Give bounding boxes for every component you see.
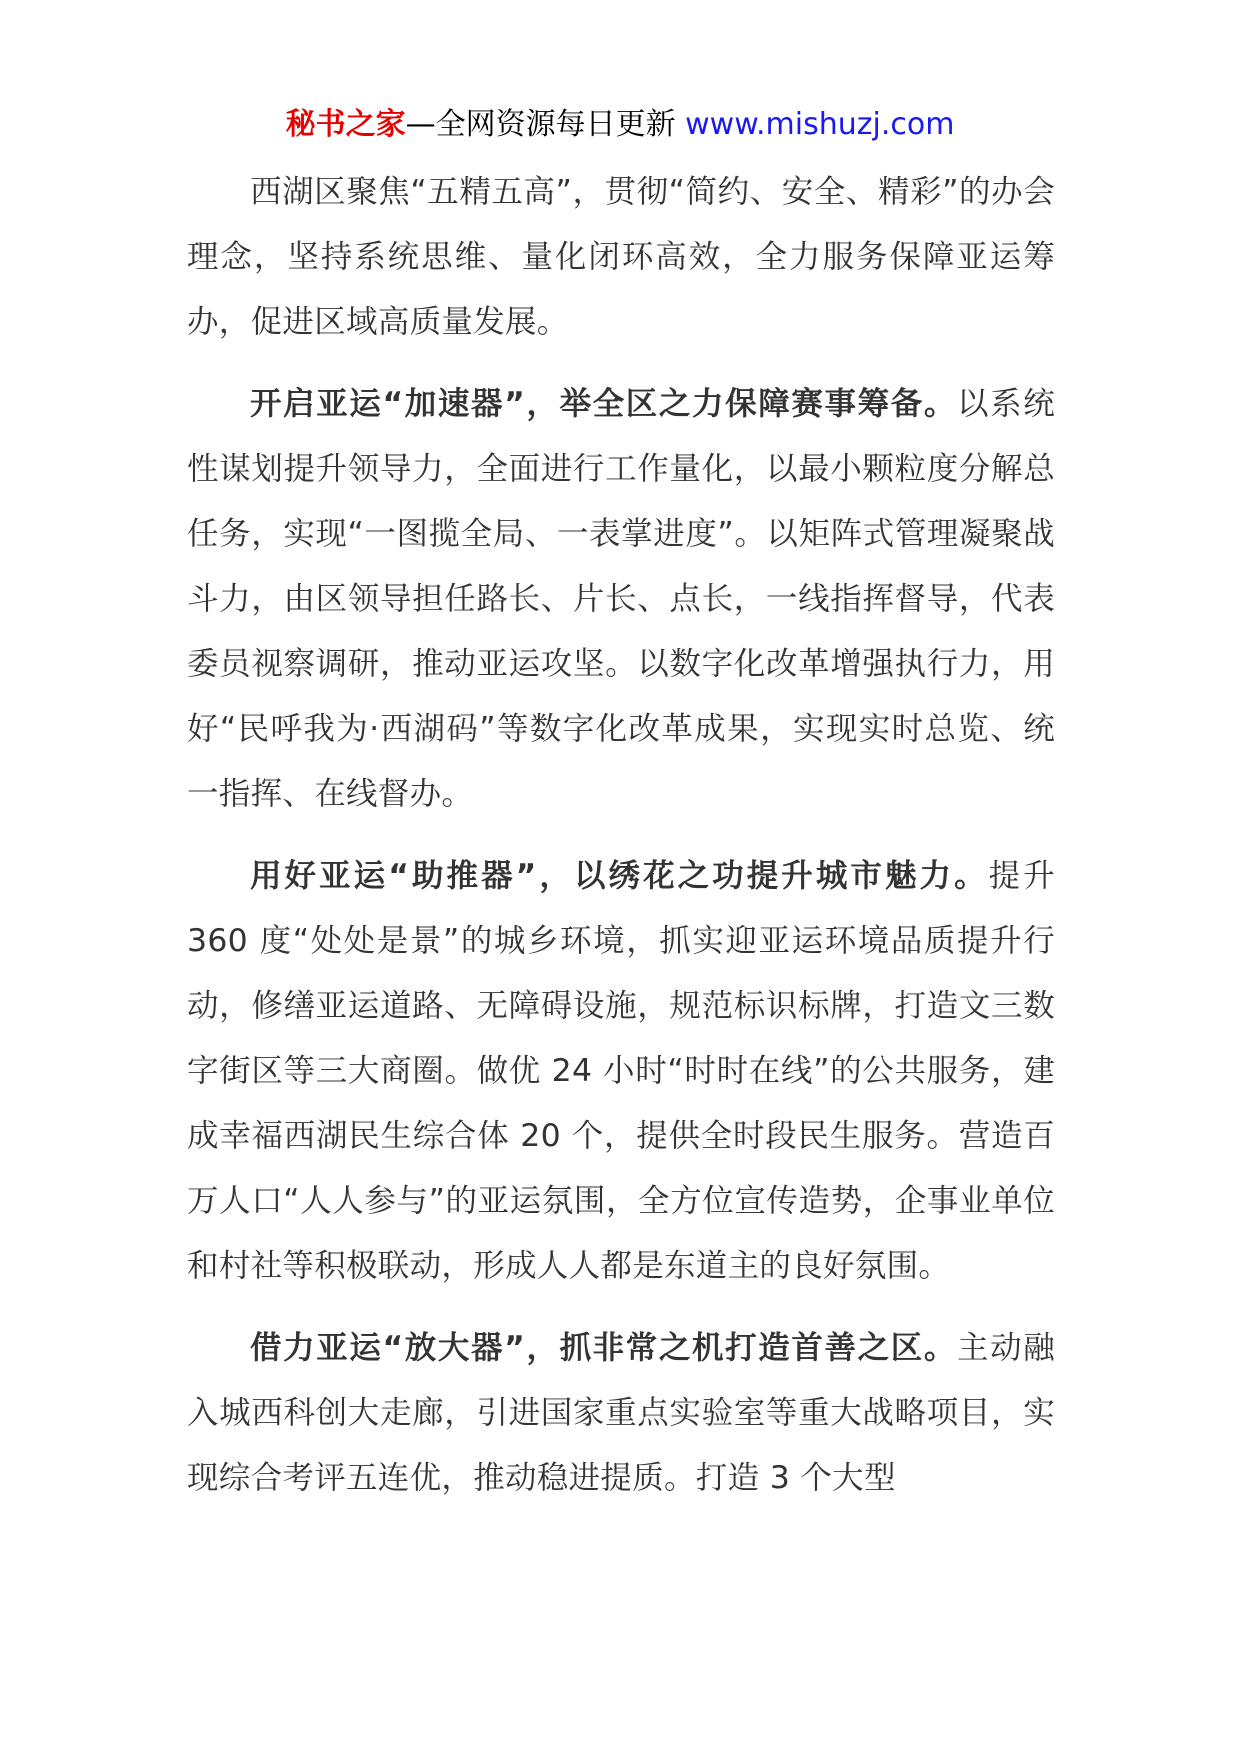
site-header — [0, 100, 1240, 150]
paragraph-booster — [187, 844, 1055, 1299]
paragraph-accelerator — [187, 372, 1055, 827]
brand-name: 秘书之家 — [285, 107, 406, 142]
document-body — [187, 160, 1055, 1511]
paragraph-text: 提升 360 度“处处是景”的城乡环境，抓实迎亚运环境品质提升行动，修缮亚运道路、无障碍设施，规范标识标牌，打造文三数字街区等三大商圈。做优 24 小时“时时在线”的公共服务，建成幸福西湖民生综合体 20 个，提供全时段民生服务。营造百万人口“人人参与”的亚运氛围，全方位宣传造势，企事业单位和村社等积极联动，形成人人都是东道主的良好氛围。 — [187, 858, 1055, 1284]
paragraph-lead: 用好亚运“助推器”，以绣花之功提升城市魅力。 — [250, 858, 989, 894]
header-slogan: —全网资源每日更新 — [405, 107, 676, 142]
paragraph-amplifier — [187, 1316, 1055, 1511]
paragraph-text: 西湖区聚焦“五精五高”，贯彻“简约、安全、精彩”的办会理念，坚持系统思维、量化闭环高效，全力服务保障亚运筹办，促进区域高质量发展。 — [187, 174, 1055, 340]
paragraph-lead: 开启亚运“加速器”，举全区之力保障赛事筹备。 — [250, 386, 957, 422]
paragraph-text: 主动融入城西科创大走廊，引进国家重点实验室等重大战略项目，实现综合考评五连优，推动稳进提质。打造 3 个大型 — [187, 1330, 1056, 1496]
paragraph-lead: 借力亚运“放大器”，抓非常之机打造首善之区。 — [250, 1330, 957, 1366]
paragraph-intro — [187, 160, 1055, 355]
site-url-link[interactable]: www.mishuzj.com — [685, 107, 955, 142]
paragraph-text: 以系统性谋划提升领导力，全面进行工作量化，以最小颗粒度分解总任务，实现“一图揽全局、一表掌进度”。以矩阵式管理凝聚战斗力，由区领导担任路长、片长、点长，一线指挥督导，代表委员视察调研，推动亚运攻坚。以数字化改革增强执行力，用好“民呼我为·西湖码”等数字化改革成果，实现实时总览、统一指挥、在线督办。 — [187, 386, 1056, 812]
